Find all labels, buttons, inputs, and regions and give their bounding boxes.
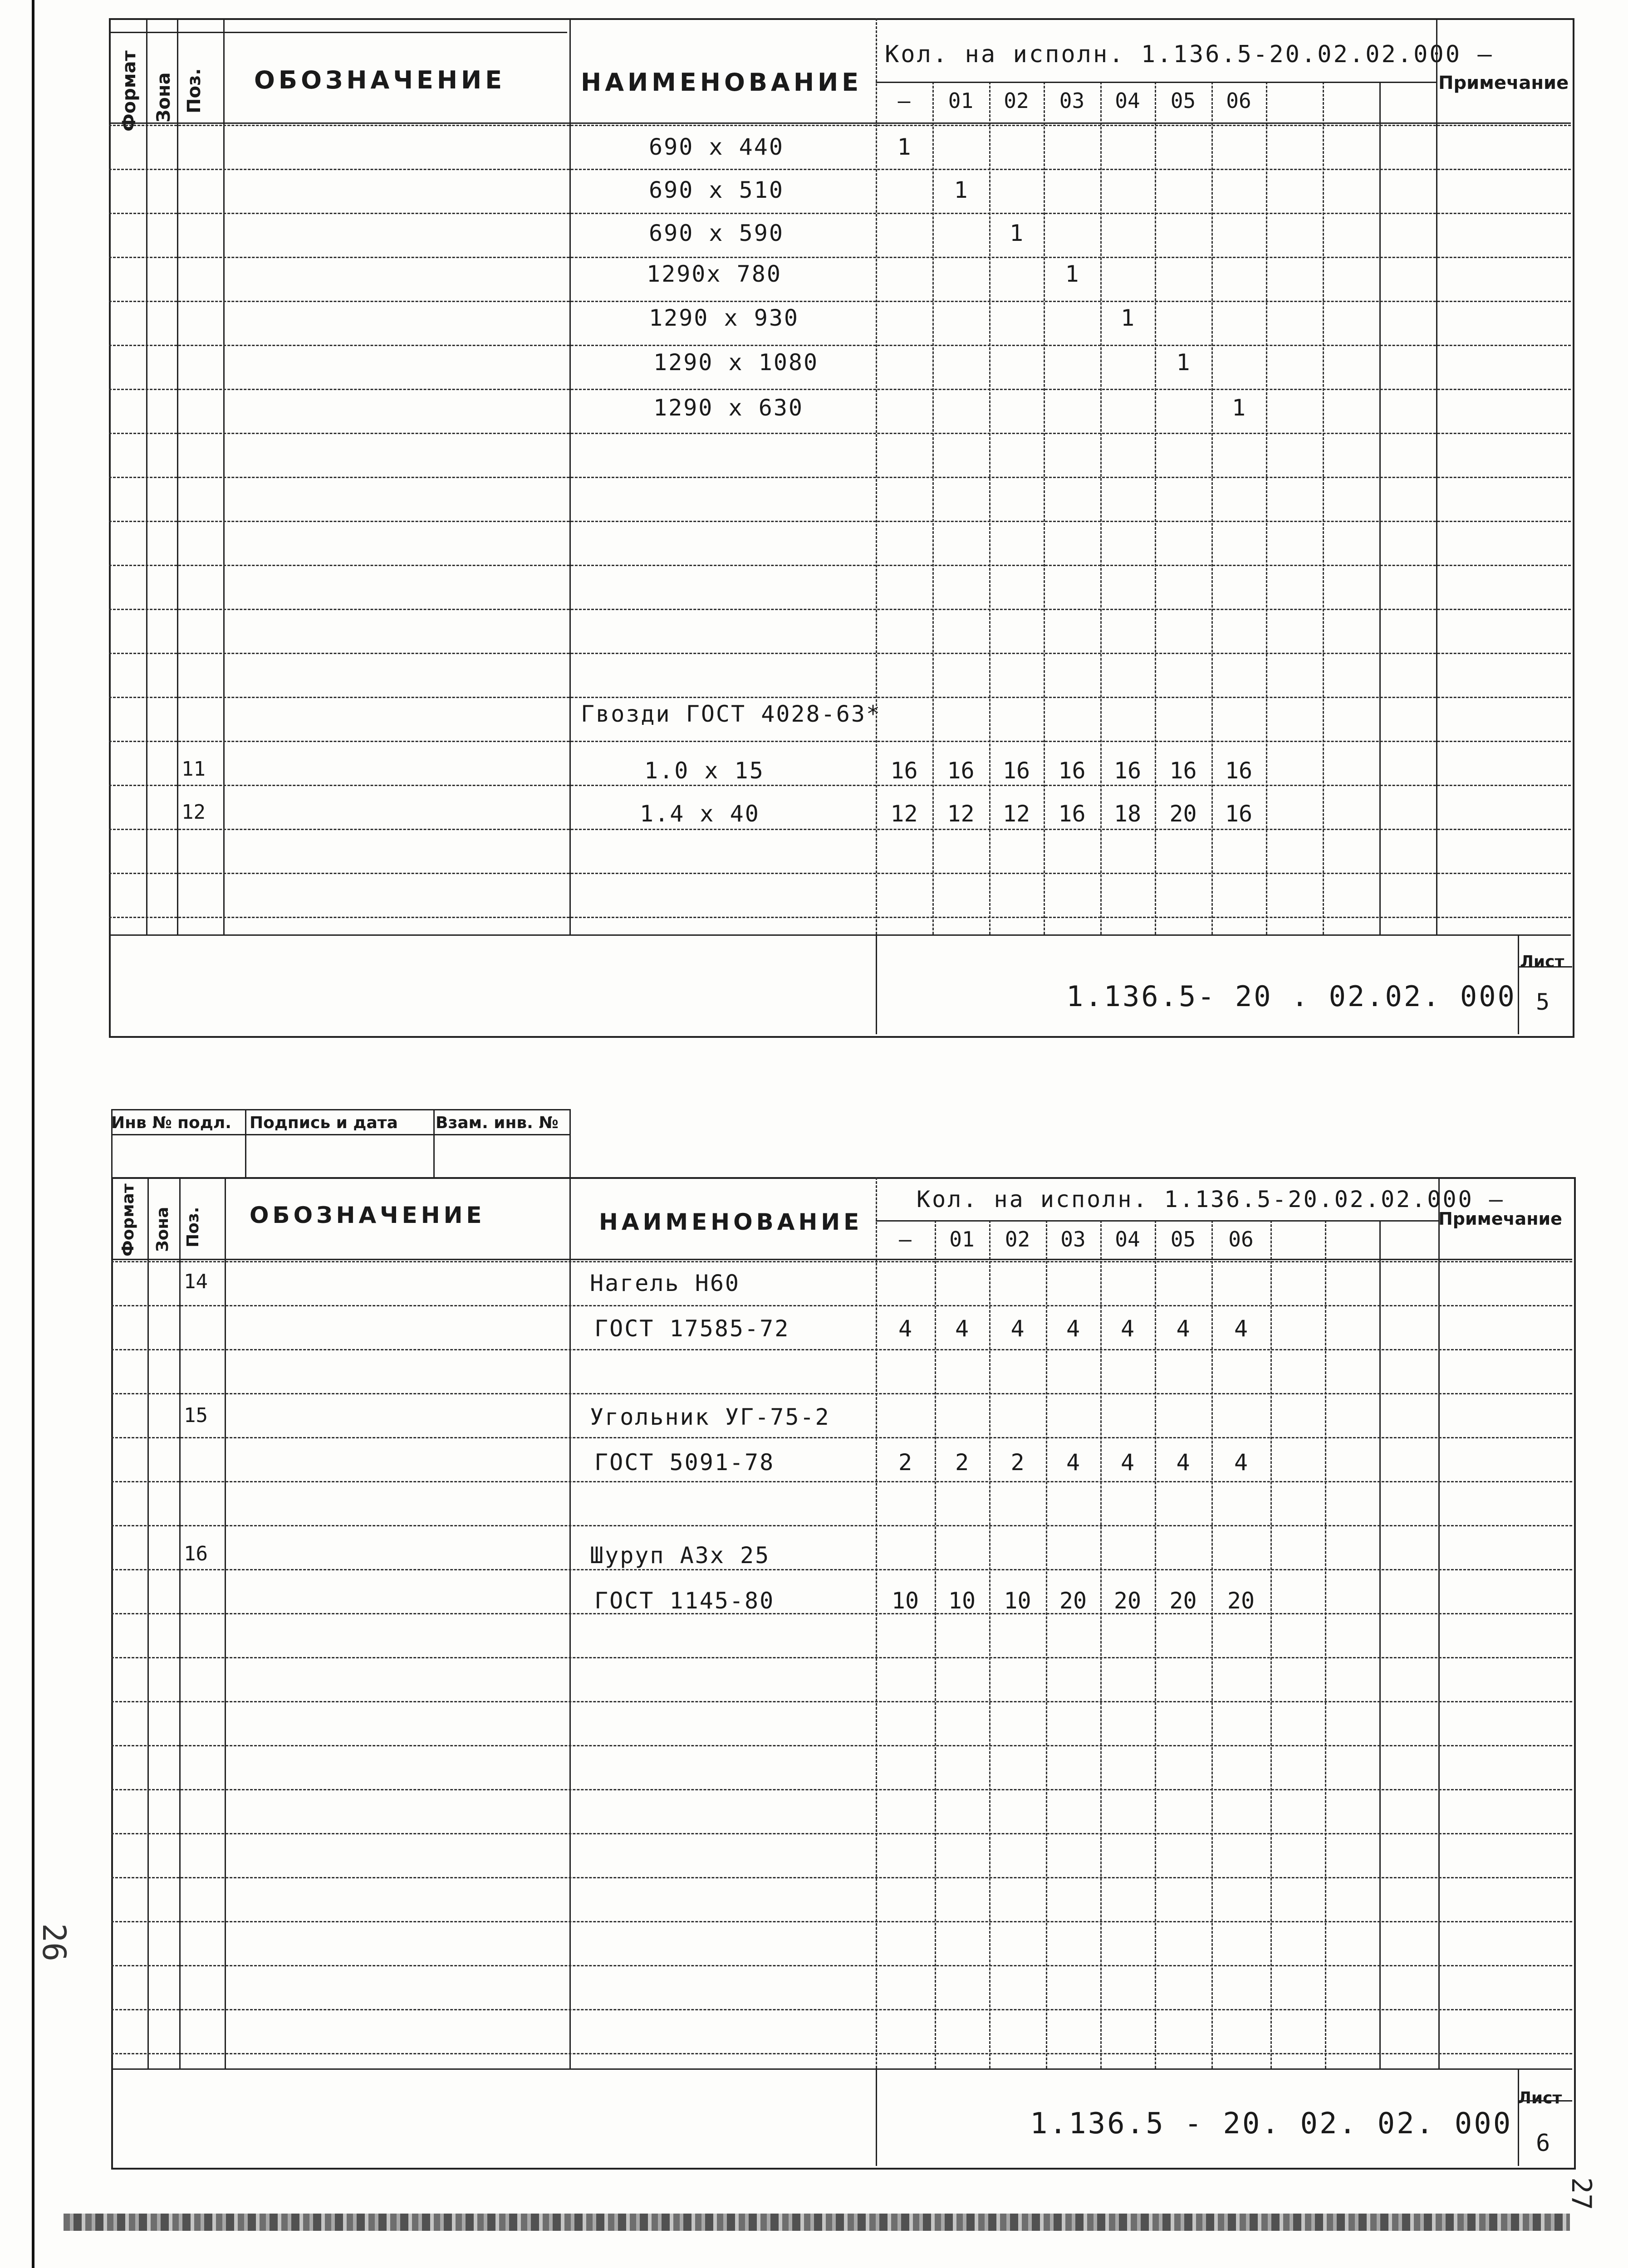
row-name: 690 x 590 [649, 220, 784, 246]
row-line [109, 565, 1571, 566]
col-pos-header: Поз. [184, 1207, 202, 1247]
row-line [111, 1657, 1572, 1658]
row-quantity: 4 [1176, 1449, 1190, 1476]
grid-vline [989, 82, 991, 934]
row-line [111, 1789, 1572, 1790]
row-name: 690 x 510 [649, 177, 784, 203]
row-quantity: 16 [1113, 758, 1142, 784]
col-designation-header: ОБОЗНАЧЕНИЕ [250, 1202, 485, 1228]
stamp-line [569, 1109, 571, 1177]
sheet-frame [111, 1177, 1576, 2170]
row-name: Нагель Н60 [590, 1270, 740, 1296]
title-block-divider [876, 934, 877, 1034]
title-block-divider [876, 2068, 877, 2166]
qty-title-line [876, 1220, 1438, 1222]
row-quantity: 2 [955, 1449, 969, 1476]
row-line [109, 785, 1571, 786]
grid-vline [932, 82, 934, 934]
row-quantity: 2 [1010, 1449, 1025, 1476]
grid-vline [1211, 1220, 1213, 2068]
row-quantity: 4 [1234, 1449, 1248, 1476]
grid-vline [146, 18, 147, 934]
sheet-frame [109, 18, 1574, 1038]
grid-vline [1379, 1220, 1381, 2068]
row-quantity: 16 [1002, 758, 1030, 784]
grid-vline [1046, 1220, 1047, 2068]
col-pos-header: Поз. [184, 68, 205, 113]
row-position: 16 [184, 1542, 208, 1565]
version-header: 05 [1170, 88, 1196, 113]
grid-vline [876, 18, 877, 934]
sheet-number: 5 [1536, 989, 1550, 1015]
grid-vline [876, 1177, 877, 2068]
row-line [111, 1833, 1572, 1834]
row-quantity: 4 [1120, 1315, 1135, 1342]
row-line [111, 2009, 1572, 2010]
version-header: 03 [1060, 1227, 1086, 1251]
row-quantity: 1 [1176, 349, 1190, 376]
row-quantity: 4 [898, 1315, 912, 1342]
grid-vline [1323, 82, 1324, 934]
row-position: 14 [184, 1270, 208, 1293]
version-header: 06 [1226, 88, 1251, 113]
header-bottom-line [109, 122, 1571, 124]
row-line [109, 653, 1571, 654]
doc-number: 1.136.5- 20 . 02.02. 000 [1066, 980, 1516, 1013]
row-quantity: 1 [1120, 305, 1135, 331]
row-name: Гвозди ГОСТ 4028-63* [581, 701, 882, 727]
version-header: 05 [1170, 1227, 1196, 1251]
row-line [109, 345, 1571, 346]
row-name: ГОСТ 5091-78 [594, 1449, 775, 1476]
row-line [111, 1305, 1572, 1306]
row-name: 690 x 440 [649, 134, 784, 160]
row-quantity: 10 [891, 1588, 919, 1614]
grid-vline [1044, 82, 1045, 934]
row-line [111, 1525, 1572, 1526]
row-quantity: 18 [1113, 801, 1142, 827]
row-quantity: 16 [1225, 801, 1253, 827]
grid-vline [1211, 82, 1213, 934]
row-name: 1290 x 1080 [653, 349, 819, 376]
row-quantity: 20 [1113, 1588, 1142, 1614]
sheet-box-divider [1518, 2068, 1519, 2166]
row-quantity: 16 [947, 758, 975, 784]
grid-vline [1155, 82, 1156, 934]
title-block-line [111, 2068, 1572, 2070]
stamp-line [111, 1109, 113, 1177]
grid-vline [1266, 82, 1267, 934]
title-block-line [109, 934, 1571, 936]
sheet-number: 6 [1536, 2130, 1550, 2157]
row-quantity: 16 [1169, 758, 1197, 784]
row-quantity: 2 [898, 1449, 912, 1476]
header-bottom-line [111, 1259, 1572, 1260]
col-note-header: Примечание [1438, 73, 1569, 93]
row-name: 1.0 x 15 [644, 758, 765, 784]
col-format-header: Формат [119, 1183, 137, 1256]
version-header: 04 [1115, 1227, 1140, 1251]
row-line [109, 169, 1571, 170]
corner-page-number: 27 [1565, 2177, 1597, 2210]
col-format-header: Формат [119, 50, 140, 132]
doc-number: 1.136.5 - 20. 02. 02. 000 [1030, 2107, 1513, 2141]
row-line [111, 1437, 1572, 1438]
qty-title: Кол. на исполн. 1.136.5-20.02.02.000 — [885, 41, 1494, 68]
stamp-vzam-inv: Взам. инв. № [436, 1114, 559, 1132]
margin-page-number: 26 [35, 1923, 73, 1962]
sheet-label: Лист [1520, 953, 1564, 971]
row-line [111, 1613, 1572, 1614]
row-line [109, 829, 1571, 830]
grid-vline [223, 18, 225, 934]
row-quantity: 4 [955, 1315, 969, 1342]
stamp-sign-date: Подпись и дата [250, 1114, 398, 1132]
col-zone-header: Зона [153, 72, 174, 122]
row-name: 1290 x 930 [649, 305, 799, 331]
col-name-header: НАИМЕНОВАНИЕ [599, 1209, 863, 1235]
row-quantity: 16 [1058, 801, 1086, 827]
grid-vline [1100, 82, 1102, 934]
row-line [109, 433, 1571, 434]
row-line [111, 1745, 1572, 1746]
row-line [109, 917, 1571, 918]
row-quantity: 12 [1002, 801, 1030, 827]
row-line [109, 697, 1571, 698]
version-header: 01 [948, 88, 974, 113]
row-quantity: 10 [1004, 1588, 1031, 1614]
version-header: — [897, 88, 911, 113]
row-quantity: 10 [948, 1588, 976, 1614]
col-note-header: Примечание [1438, 1209, 1562, 1229]
row-quantity: 20 [1059, 1588, 1087, 1614]
row-position: 12 [181, 801, 206, 824]
row-name: ГОСТ 17585-72 [594, 1315, 790, 1342]
row-quantity: 4 [1010, 1315, 1025, 1342]
grid-vline [1270, 1220, 1272, 2068]
left-binding-margin [0, 0, 34, 2268]
row-quantity: 4 [1234, 1315, 1248, 1342]
row-quantity: 4 [1120, 1449, 1135, 1476]
row-quantity: 1 [954, 177, 968, 203]
version-header: 02 [1005, 1227, 1030, 1251]
row-name: Угольник УГ-75-2 [590, 1404, 830, 1430]
row-quantity: 16 [890, 758, 918, 784]
row-quantity: 1 [1009, 220, 1024, 246]
sheet-box-divider [1518, 934, 1519, 1034]
row-line [109, 873, 1571, 874]
row-quantity: 1 [897, 134, 911, 160]
grid-vline [147, 1177, 149, 2068]
row-line [111, 1261, 1572, 1262]
grid-vline [225, 1177, 226, 2068]
row-quantity: 1 [1231, 395, 1246, 421]
row-position: 15 [184, 1404, 208, 1427]
row-quantity: 16 [1225, 758, 1253, 784]
row-line [111, 1569, 1572, 1570]
grid-vline [569, 18, 571, 934]
row-line [109, 125, 1571, 126]
row-quantity: 4 [1176, 1315, 1190, 1342]
row-line [111, 1877, 1572, 1878]
row-line [109, 521, 1571, 522]
grid-vline [1438, 1177, 1440, 2068]
grid-vline [569, 1177, 571, 2068]
version-header: 02 [1004, 88, 1029, 113]
qty-title: Кол. на исполн. 1.136.5-20.02.02.000 — [917, 1186, 1505, 1212]
row-quantity: 16 [1058, 758, 1086, 784]
grid-vline [1436, 18, 1437, 934]
row-name: 1.4 x 40 [640, 801, 760, 827]
col-name-header: НАИМЕНОВАНИЕ [581, 68, 863, 97]
row-quantity: 20 [1169, 1588, 1197, 1614]
row-line [109, 301, 1571, 302]
grid-vline [989, 1220, 991, 2068]
row-line [111, 1701, 1572, 1702]
col-designation-header: ОБОЗНАЧЕНИЕ [254, 66, 506, 94]
row-line [111, 1481, 1572, 1482]
row-line [109, 389, 1571, 390]
version-header: 04 [1115, 88, 1140, 113]
version-header: — [899, 1227, 912, 1251]
stamp-line [245, 1109, 246, 1177]
row-quantity: 1 [1065, 261, 1079, 287]
grid-vline [177, 18, 178, 934]
row-quantity: 4 [1066, 1315, 1080, 1342]
stamp-line [433, 1109, 435, 1177]
version-header: 06 [1228, 1227, 1254, 1251]
sheet-box-line [1518, 966, 1572, 968]
grid-vline [1379, 82, 1381, 934]
row-line [111, 1393, 1572, 1394]
row-quantity: 12 [947, 801, 975, 827]
row-line [109, 477, 1571, 478]
qty-title-line [876, 82, 1436, 83]
sheet-box-line [1518, 2100, 1572, 2102]
row-quantity: 20 [1227, 1588, 1255, 1614]
version-header: 01 [949, 1227, 975, 1251]
row-quantity: 12 [890, 801, 918, 827]
row-line [109, 213, 1571, 214]
row-line [109, 741, 1571, 742]
row-quantity: 4 [1066, 1449, 1080, 1476]
row-name: ГОСТ 1145-80 [594, 1588, 775, 1614]
row-line [111, 1965, 1572, 1966]
row-line [109, 257, 1571, 258]
row-line [111, 1921, 1572, 1922]
sheet-label: Лист [1518, 2089, 1562, 2107]
stamp-line [111, 1134, 569, 1135]
row-position: 11 [181, 758, 206, 781]
row-quantity: 20 [1169, 801, 1197, 827]
grid-vline [1325, 1220, 1326, 2068]
row-name: Шуруп А3х 25 [590, 1542, 770, 1569]
stamp-inv-podl: Инв № подл. [111, 1114, 231, 1132]
row-line [109, 609, 1571, 610]
row-name: 1290x 780 [647, 261, 782, 287]
grid-vline [179, 1177, 181, 2068]
row-name: 1290 x 630 [653, 395, 804, 421]
version-header: 03 [1059, 88, 1085, 113]
row-line [111, 2053, 1572, 2054]
stamp-line [111, 1109, 569, 1110]
grid-vline [1155, 1220, 1156, 2068]
grid-vline [935, 1220, 936, 2068]
col-zone-header: Зона [153, 1207, 172, 1252]
scan-edge-band [64, 2214, 1570, 2231]
row-line [111, 1349, 1572, 1350]
grid-vline [1100, 1220, 1102, 2068]
